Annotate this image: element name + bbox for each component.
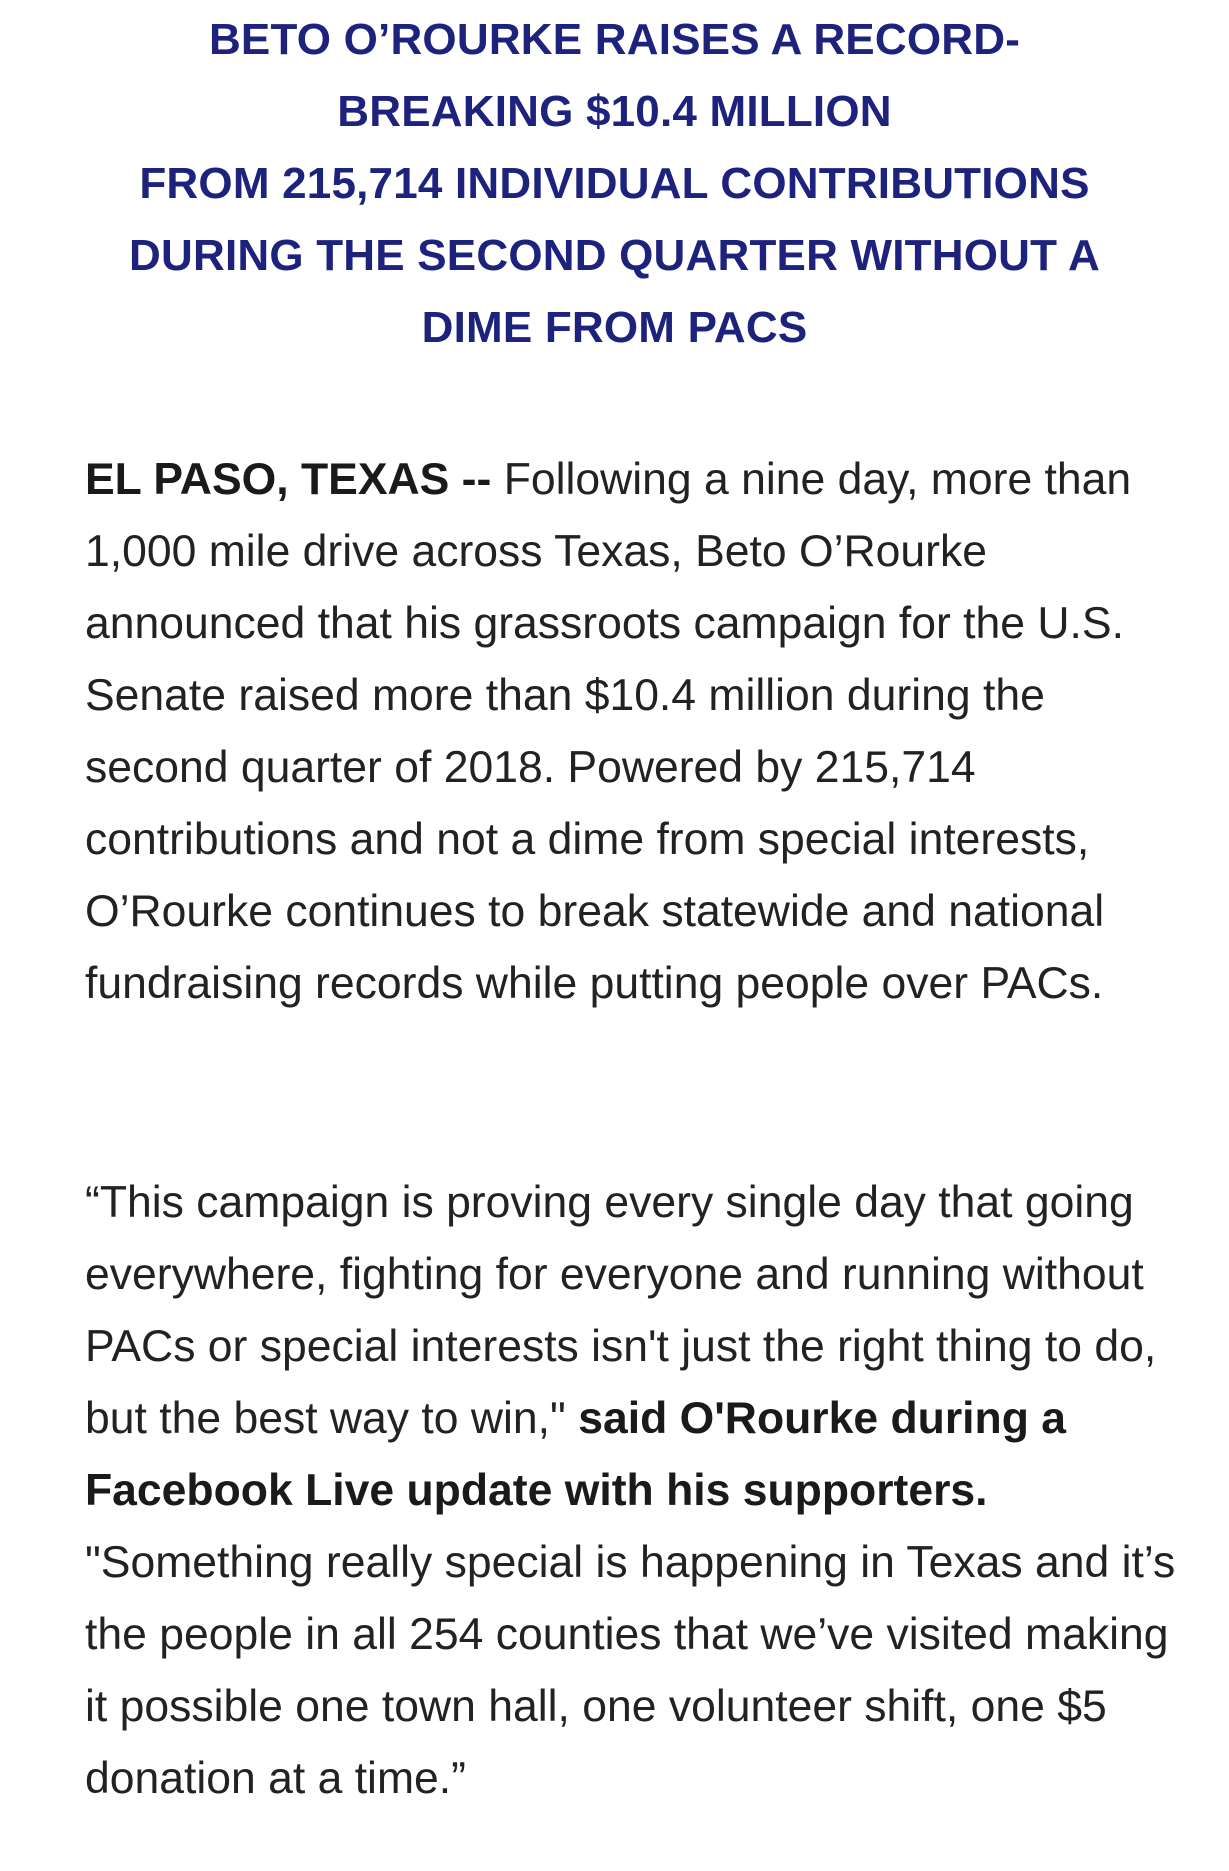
headline-line-1: BETO O’ROURKE RAISES A RECORD- bbox=[208, 15, 1021, 64]
headline-line-3: FROM 215,714 INDIVIDUAL CONTRIBUTIONS bbox=[139, 159, 1090, 208]
quote-attribution: said O'Rourke during a Facebook Live update with his supporters. bbox=[85, 1394, 1067, 1515]
intro-paragraph bbox=[85, 444, 1195, 1020]
intro-text: Following a nine day, more than 1,000 mile drive across Texas, Beto O’Rourke announced that his grassroots campaign for the U.S. Senate raised more than $10.4 million during the second quarter of 2018. Powered by 215,714 contributions and not a dime from special interests, O’Rourke continues to break statewide and national fundraising records while putting people over PACs. bbox=[85, 455, 1132, 1008]
quote-start: “This campaign is proving every single day that going everywhere, fighting for everyone and running without PACs or special interests isn't just the right thing to do, but the best way to win," bbox=[85, 1178, 1157, 1443]
quote-end: "Something really special is happening in Texas and it’s the people in all 254 counties that we’ve visited making it possible one town hall, one volunteer shift, one $5 donation at a time.” bbox=[85, 1538, 1176, 1803]
quote-paragraph bbox=[85, 1167, 1195, 1815]
headline bbox=[60, 4, 1169, 364]
headline-line-4: DURING THE SECOND QUARTER WITHOUT A bbox=[129, 231, 1100, 280]
dateline: EL PASO, TEXAS -- bbox=[85, 455, 492, 504]
headline-line-2: BREAKING $10.4 MILLION bbox=[337, 87, 892, 136]
headline-line-5: DIME FROM PACS bbox=[421, 303, 808, 352]
